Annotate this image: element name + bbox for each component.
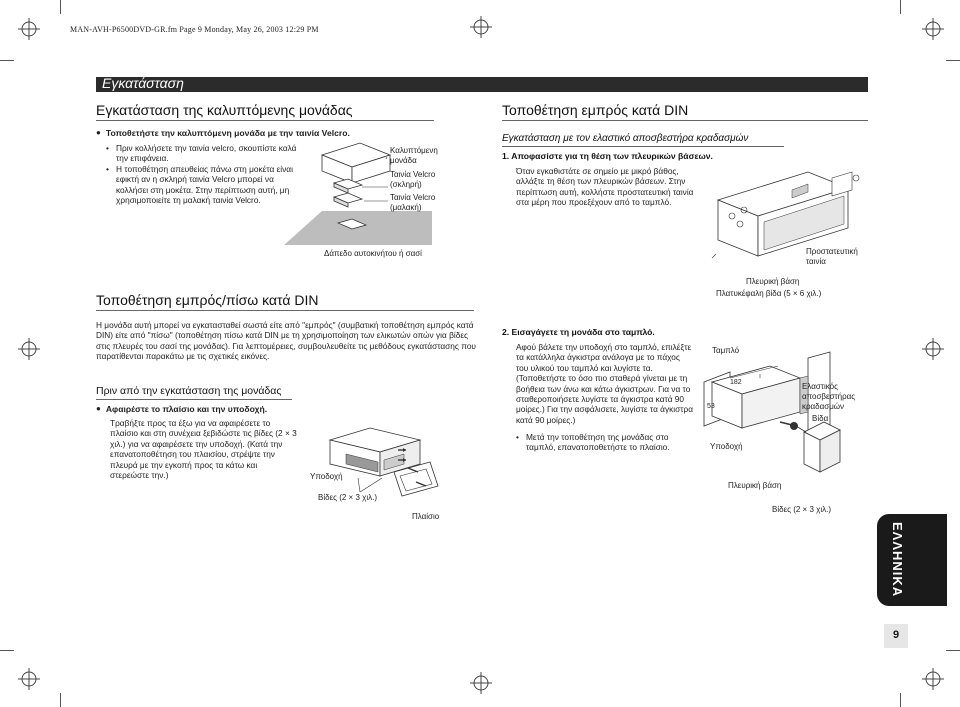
- title-rule: [96, 120, 434, 121]
- screws-label-2: Βίδες (2 × 3 χιλ.): [772, 505, 831, 514]
- velcro-soft-label: Ταινία Velcro (μαλακή): [390, 193, 436, 212]
- front-din-title: Τοποθέτηση εμπρός κατά DIN: [502, 102, 689, 118]
- registration-mark-bottom-left: [18, 668, 40, 690]
- step1-text: Όταν εγκαθιστάτε σε σημείο με μικρό βάθος, αλλάξτε τη θέση των πλευρικών βάσεων. Στην περίπτωση αυτή, κολλήστε προστατευτική ταινία στα μέρη που προεξέχουν από το ταμπλό.: [516, 166, 694, 208]
- rubber-damper-label: Ελαστικός αποσβεστήρας κραδασμών: [802, 382, 856, 411]
- page-number-box: [884, 624, 908, 648]
- registration-mark-top-center: [470, 16, 492, 38]
- front-rear-intro: Η μονάδα αυτή μπορεί να εγκατασταθεί σωστά είτε από "εμπρός" (συμβατική τοποθέτηση εμπρός κατά DIN) είτε από "πίσω" (τοποθέτηση πίσω κατά DIN με τη χρησιμοποίηση των ελικωτών οπών για βίδες στις πλευρές του σασί της μονάδας). Για λεπτομέρειες, συμβουλευθείτε τις μεθόδους εγκατάστασης που παρατίθενται παρακάτω με τις σχετικές εικόνες.: [96, 320, 476, 362]
- registration-mark-bottom-center: [470, 672, 492, 694]
- subtitle-rule: [96, 399, 292, 400]
- dimension-182: 182: [730, 379, 742, 386]
- frame-label: Πλαίσιο: [412, 512, 440, 521]
- sleeve-label: Υποδοχή: [710, 442, 743, 451]
- crop-line: [60, 693, 61, 707]
- crop-line: [0, 650, 14, 651]
- before-install-subtitle: Πριν από την εγκατάσταση της μονάδας: [96, 385, 282, 397]
- velcro-hard-label: Ταινία Velcro (σκληρή): [390, 170, 436, 189]
- hidden-unit-title: Εγκατάσταση της καλυπτόμενης μονάδας: [96, 102, 353, 118]
- hidden-unit-step-text: Τοποθετήστε την καλυπτόμενη μονάδα με την ταινία Velcro.: [105, 128, 350, 138]
- title-rule: [96, 310, 474, 311]
- protective-tape-label: Προστατευτική ταινία: [806, 247, 858, 266]
- hidden-unit-bullets: [106, 143, 304, 205]
- section-title-bar: [96, 77, 868, 92]
- registration-mark-top-right: [922, 18, 944, 40]
- page-number: 9: [892, 629, 900, 641]
- registration-mark-mid-right: [922, 338, 944, 360]
- list-item: • Μετά την τοποθέτηση της μονάδας στο ταμπλό, επανατοποθετήστε το πλαίσιο.: [516, 432, 694, 453]
- side-bracket-illustration: [708, 160, 868, 260]
- remove-frame-instructions: Τραβήξτε προς τα έξω για να αφαιρέσετε το πλαίσιο και στη συνέχεια ξεβιδώστε τις βίδες (2 × 3 χιλ.) για να αφαιρέσετε την υποδοχή. (Κατά την επανατοποθέτηση του πλαισίου, στρέψτε την πλευρά με την εγκοπή προς τα κάτω και στερεώστε την.): [110, 418, 297, 481]
- crop-line: [946, 60, 960, 61]
- step-bullet: [96, 404, 106, 414]
- front-rear-din-title: Τοποθέτηση εμπρός/πίσω κατά DIN: [96, 292, 319, 308]
- hidden-unit-label: Καλυπτόμενη μονάδα: [390, 146, 438, 165]
- dimension-53: 53: [707, 403, 715, 410]
- side-bracket-label-2: Πλευρική βάση: [728, 481, 782, 490]
- floor-label: Δάπεδο αυτοκινήτου ή σασί: [324, 249, 422, 258]
- step1-heading: 1. Αποφασίστε για τη θέση των πλευρικών βάσεων.: [502, 151, 713, 161]
- crop-line: [0, 60, 14, 61]
- step2-bullet: [516, 432, 694, 453]
- file-info-header: MAN-AVH-P6500DVD-GR.fm Page 9 Monday, May 26, 2003 12:29 PM: [70, 25, 319, 34]
- step2-text: Αφού βάλετε την υποδοχή στο ταμπλό, επιλέξτε τα κατάλληλα άγκιστρα ανάλογα με το πάχος του υλικού του ταμπλό και λυγίστε τα. (Τοποθετήστε το όσο πιο σταθερά γίνεται με τη βοήθεια των άνω και κάτω άγκιστρων. Για να το σταθεροποιήσετε λυγίστε τα άγκιστρα κατά 90 μοίρες.) Για την ασφάλισετε, λυγίστε τα άγκιστρα κατά 90 μοίρες.): [516, 342, 694, 425]
- language-tab: [877, 514, 947, 606]
- registration-mark-top-left: [18, 18, 40, 40]
- subtitle-rule: [502, 146, 784, 147]
- language-tab-label: ΕΛΛΗΝΙΚΑ: [890, 522, 905, 598]
- registration-mark-mid-left: [18, 338, 40, 360]
- flat-head-screw-label: Πλατυκέφαλη βίδα (5 × 6 χιλ.): [716, 289, 822, 298]
- step-bullet: [96, 128, 106, 138]
- list-item: • Πριν κολλήσετε την ταινία velcro, σκουπίστε καλά την επιφάνεια.: [106, 143, 304, 164]
- registration-mark-bottom-right: [922, 668, 944, 690]
- screws-label: Βίδες (2 × 3 χιλ.): [318, 493, 377, 502]
- side-bracket-label: Πλευρική βάση: [746, 277, 800, 286]
- list-item: • Η τοποθέτηση απευθείας πάνω στη μοκέτα είναι εφικτή αν η σκληρή ταινία Velcro μπορεί να κολλήσει στη μοκέτα. Στην περίπτωση αυτή, μη χρησιμοποιείτε τη μαλακή ταινία Velcro.: [106, 164, 304, 206]
- step2-heading: 2. Εισαγάγετε τη μονάδα στο ταμπλό.: [502, 327, 655, 337]
- sleeve-label: Υποδοχή: [310, 472, 343, 481]
- title-rule: [502, 120, 868, 121]
- screw-label: Βίδα: [812, 414, 829, 423]
- crop-line: [60, 0, 61, 14]
- section-title: Εγκατάσταση: [102, 75, 184, 91]
- remove-frame-step: [96, 404, 316, 415]
- dashboard-label: Ταμπλό: [712, 346, 740, 355]
- remove-frame-step-text: Αφαιρέστε το πλαίσιο και την υποδοχή.: [105, 404, 268, 414]
- crop-line: [900, 0, 901, 14]
- rubber-damper-subtitle: Εγκατάσταση με τον ελαστικό αποσβεστήρα κραδασμών: [502, 133, 749, 144]
- crop-line: [900, 693, 901, 707]
- crop-line: [946, 650, 960, 651]
